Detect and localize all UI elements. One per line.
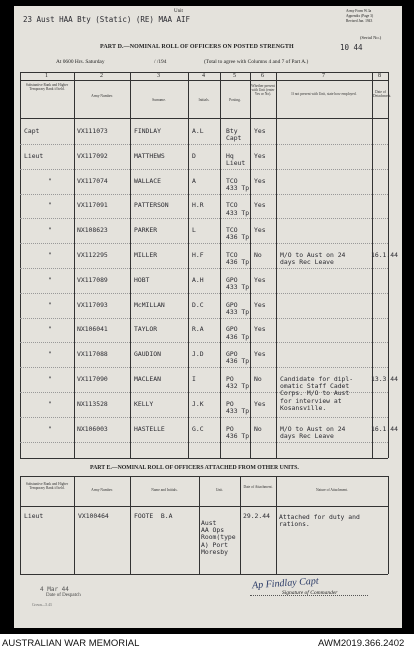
cell-army-no: NX113528 <box>77 399 108 408</box>
cell-rank: " <box>48 300 52 309</box>
cell-rank: Lieut <box>24 151 44 160</box>
cell-surname: GAUDION <box>134 350 161 359</box>
cell-present: Yes <box>254 201 266 210</box>
row-divider <box>20 169 388 170</box>
row-divider <box>20 144 388 145</box>
cell-posting: PO 436 Tp <box>226 424 250 440</box>
e-col-header-unit: Unit. <box>215 488 224 492</box>
cell-present: Yes <box>254 275 266 284</box>
cell-army-no: VX117092 <box>77 151 108 160</box>
cell-surname: HOBT <box>134 275 150 284</box>
cell-army-no: NX106041 <box>77 325 108 334</box>
col-header-surname: Surname. <box>152 98 166 102</box>
cell-present: No <box>254 424 262 433</box>
cell-present: Yes <box>254 350 266 359</box>
cell-army-no: VX117089 <box>77 275 108 284</box>
cell-surname: WALLACE <box>134 176 161 185</box>
cell-posting: TCO 433 Tp <box>226 176 250 192</box>
document-page <box>14 6 402 628</box>
e-cell-nature: Attached for duty and rations. <box>279 513 360 529</box>
cell-army-no: VX112295 <box>77 251 108 259</box>
cell-rank: " <box>48 176 52 185</box>
cell-initials: H.R <box>192 201 204 210</box>
col-number: 5 <box>233 73 236 79</box>
cell-army-no: NX106003 <box>77 424 108 433</box>
despatch-label: Date of Despatch <box>46 593 81 598</box>
e-cell-date: 29.2.44 <box>243 512 270 520</box>
e-col-header-army-number: Army Number. <box>91 488 113 492</box>
e-cell-name: FOOTE B.A <box>134 512 173 520</box>
row-divider <box>20 318 388 319</box>
col-header-initials: Initials. <box>198 98 210 102</box>
cell-rank: " <box>48 226 52 235</box>
cell-rank: " <box>48 399 52 408</box>
col-number: 6 <box>261 73 264 79</box>
cell-rank: " <box>48 201 52 210</box>
cell-rank: " <box>48 375 52 383</box>
e-col-header-date: Date of Attachment. <box>243 485 273 489</box>
credit-bar <box>0 634 414 653</box>
row-divider <box>20 268 388 269</box>
col-header-posting: Posting. <box>229 98 241 102</box>
serial-label: (Serial No.) <box>360 35 382 40</box>
row-divider <box>20 194 388 195</box>
cell-date: 16.1.44 <box>371 251 398 259</box>
cell-army-no: VX117074 <box>77 176 108 185</box>
e-cell-army-number: VX100464 <box>78 512 109 520</box>
col-header-present: Whether present with Unit (enter Yes or No). <box>251 84 275 97</box>
cell-present: Yes <box>254 151 266 160</box>
col-header-date: Date of Detachment. <box>373 90 392 99</box>
col-number: 7 <box>322 73 325 79</box>
cell-present: No <box>254 251 262 259</box>
cell-initials: I <box>192 375 196 383</box>
credit-left: AUSTRALIAN WAR MEMORIAL <box>2 638 140 649</box>
col-number: 4 <box>202 73 205 79</box>
form-ref-2: Appendix (Page 3) <box>346 14 374 18</box>
col-header-employed: If not present with Unit, state how employed. <box>291 92 357 96</box>
cell-initials: A.H <box>192 275 204 284</box>
cell-rank: Capt <box>24 127 40 135</box>
cell-posting: GPO 436 Tp <box>226 325 250 341</box>
part-e-title: PART E.—NOMINAL ROLL OF OFFICERS ATTACHED FROM OTHER UNITS. <box>90 465 299 471</box>
e-col-header-name: Name and Initials. <box>151 488 178 492</box>
cell-employed: M/O to Aust on 24 days Rec Leave <box>280 251 346 267</box>
col-header-rank: Substantive Rank and Higher Temporary Rank if held. <box>25 83 69 92</box>
row-divider <box>20 417 388 418</box>
cell-present: Yes <box>254 226 266 235</box>
e-cell-unit: Aust AA Ops Room(type A) Port Moresby <box>201 519 236 556</box>
cell-employed: M/O to Aust on 24 days Rec Leave <box>280 424 346 440</box>
cell-surname: PARKER <box>134 226 158 235</box>
cell-posting: Hq Lieut <box>226 151 246 167</box>
form-ref-3: Revised Jan. 1943 <box>346 19 373 23</box>
at-line-prefix: At 0600 Hrs. Saturday <box>56 59 105 65</box>
form-ref-1: Army Form W.3a <box>346 9 372 13</box>
col-number: 8 <box>378 73 381 79</box>
col-number: 1 <box>45 73 48 79</box>
cell-surname: PATTERSON <box>134 201 169 210</box>
cell-initials: G.C <box>192 424 204 433</box>
cell-initials: L <box>192 226 196 235</box>
cell-date: 13.3.44 <box>371 375 398 383</box>
cell-posting: PO 432 Tp <box>226 375 250 391</box>
despatch-date: 4 Mar 44 <box>40 586 69 593</box>
cell-army-no: NX108623 <box>77 226 108 235</box>
cell-initials: D <box>192 151 196 160</box>
cell-surname: HASTELLE <box>134 424 165 433</box>
cell-posting: GPO 436 Tp <box>226 350 250 366</box>
cell-initials: J.K <box>192 399 204 408</box>
at-line-date: / /194 <box>154 59 167 65</box>
col-number: 2 <box>100 73 103 79</box>
posted-strength: 10 44 <box>340 43 363 52</box>
unit-value: 23 Aust HAA Bty (Static) (RE) MAA AIF <box>23 15 191 24</box>
cell-surname: McMILLAN <box>134 300 165 309</box>
cell-surname: FINDLAY <box>134 127 161 135</box>
cell-surname: MATTHEWS <box>134 151 165 160</box>
cell-initials: A.L <box>192 127 204 135</box>
cell-initials: R.A <box>192 325 204 334</box>
cell-posting: TCO 436 Tp <box>226 226 250 242</box>
cell-posting: GPO 433 Tp <box>226 300 250 316</box>
row-divider <box>20 243 388 244</box>
cell-employed: Candidate for dipl- omatic Staff Cadet Corps. M/O to Aust for interview at Kosansville. <box>280 375 354 412</box>
cell-initials: D.C <box>192 300 204 309</box>
cell-posting: TCO 433 Tp <box>226 201 250 217</box>
cell-date: 16.1.44 <box>371 424 398 433</box>
row-divider <box>20 367 388 368</box>
cell-present: Yes <box>254 176 266 185</box>
commander-signature: Ap Findlay Capt <box>251 575 319 592</box>
cell-surname: KELLY <box>134 399 154 408</box>
cell-initials: H.F <box>192 251 204 259</box>
cell-surname: TAYLOR <box>134 325 158 334</box>
print-code: Crown—5.43 <box>32 603 52 607</box>
cell-army-no: VX111073 <box>77 127 108 135</box>
row-divider <box>20 442 388 443</box>
cell-rank: " <box>48 251 52 259</box>
col-number: 3 <box>157 73 160 79</box>
cell-posting: GPO 433 Tp <box>226 275 250 291</box>
cell-surname: MILLER <box>134 251 158 259</box>
cell-present: Yes <box>254 399 266 408</box>
at-line-suffix: (Total to agree with Columns 4 and 7 of Part A.) <box>204 59 309 65</box>
row-divider <box>20 218 388 219</box>
cell-rank: " <box>48 275 52 284</box>
cell-army-no: VX117093 <box>77 300 108 309</box>
col-header-army-number: Army Number. <box>91 94 113 98</box>
cell-present: No <box>254 375 262 383</box>
cell-rank: " <box>48 325 52 334</box>
cell-surname: MACLEAN <box>134 375 161 383</box>
cell-posting: PO 433 Tp <box>226 399 250 415</box>
cell-posting: Bty Capt <box>226 127 242 143</box>
row-divider <box>20 342 388 343</box>
cell-army-no: VX117088 <box>77 350 108 359</box>
cell-army-no: VX117091 <box>77 201 108 210</box>
cell-posting: TCO 436 Tp <box>226 251 250 267</box>
cell-army-no: VX117090 <box>77 375 108 383</box>
row-divider <box>20 293 388 294</box>
cell-rank: " <box>48 424 52 433</box>
signature-label: Signature of Commander <box>282 590 338 596</box>
unit-label: Unit <box>174 9 183 14</box>
part-d-title: PART D.—NOMINAL ROLL OF OFFICERS ON POSTED STRENGTH <box>100 44 294 50</box>
cell-present: Yes <box>254 127 266 135</box>
e-col-header-rank: Substantive Rank and Higher Temporary Rank if held. <box>25 482 69 491</box>
cell-present: Yes <box>254 325 266 334</box>
cell-initials: J.D <box>192 350 204 359</box>
cell-initials: A <box>192 176 196 185</box>
credit-right: AWM2019.366.2402 <box>318 638 405 649</box>
cell-rank: " <box>48 350 52 359</box>
e-col-header-nature: Nature of Attachment. <box>315 488 349 492</box>
cell-present: Yes <box>254 300 266 309</box>
e-cell-rank: Lieut <box>24 512 44 520</box>
